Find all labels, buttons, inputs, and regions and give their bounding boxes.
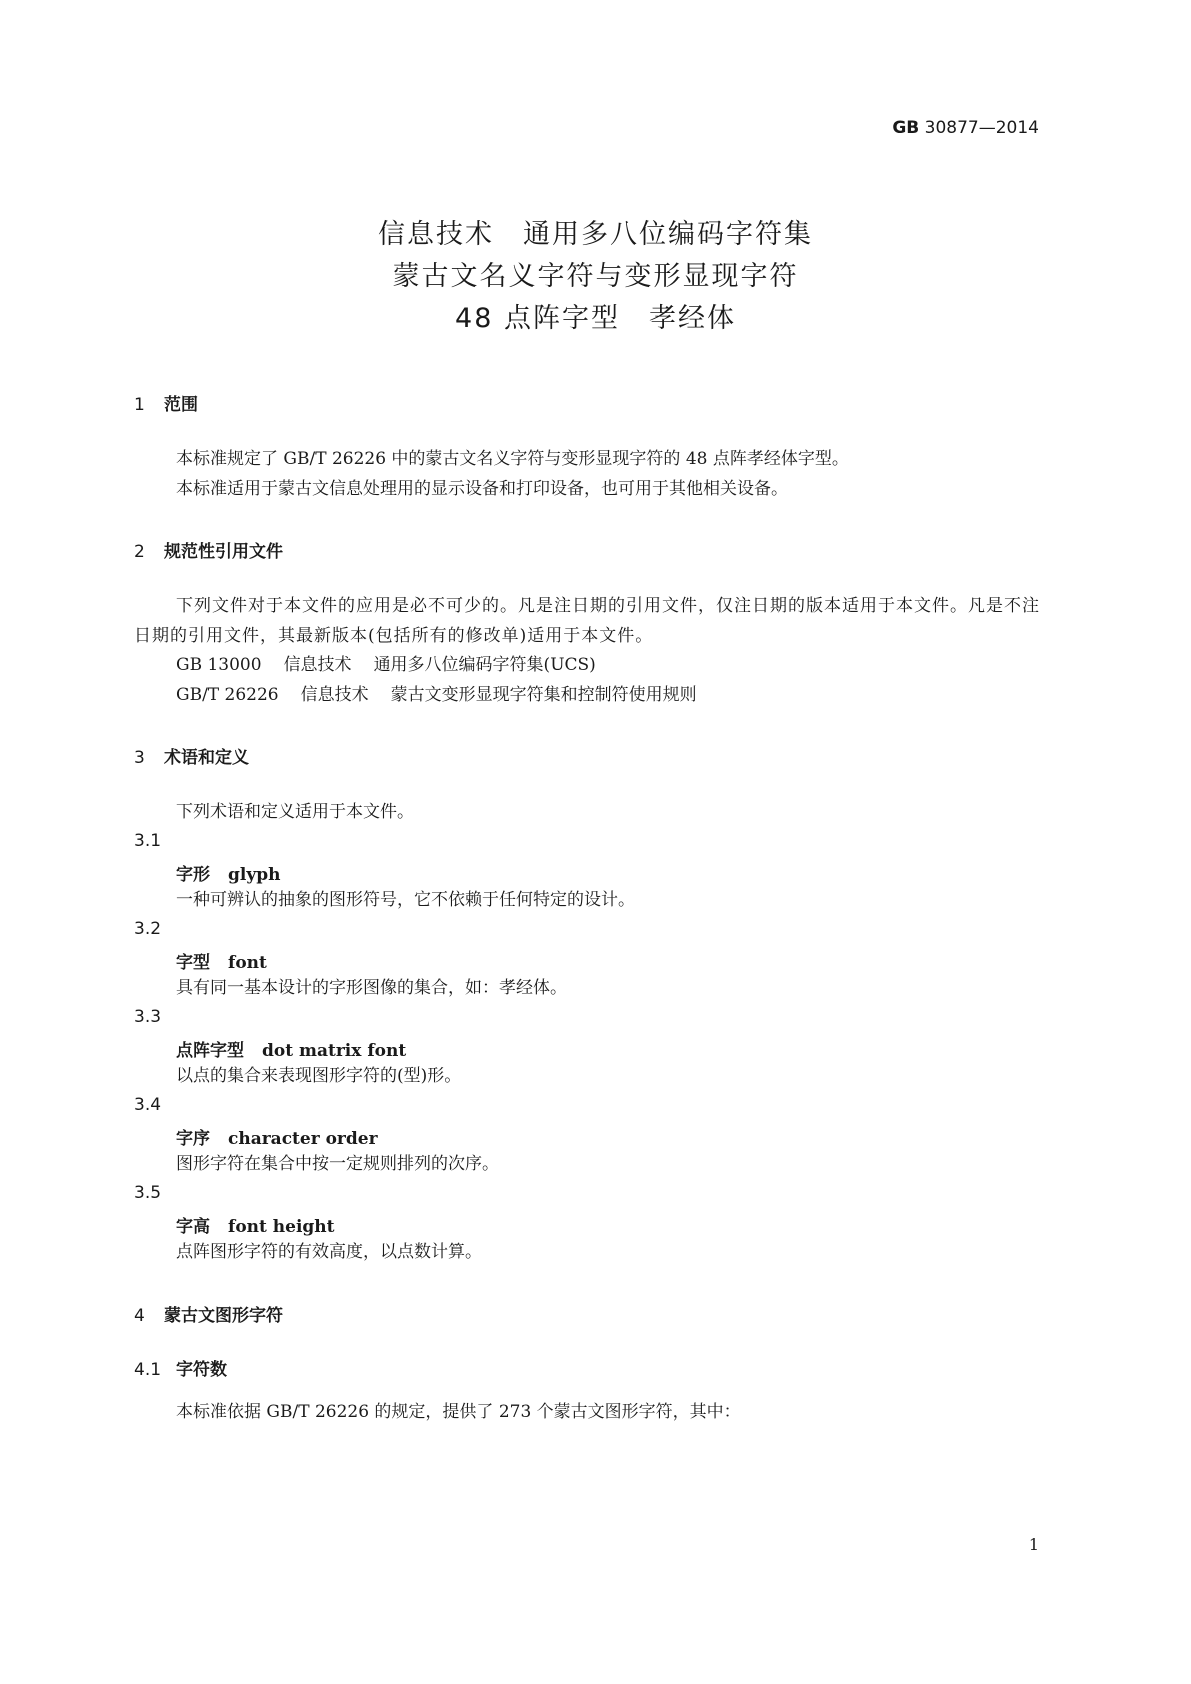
section-title: 术语和定义 [164, 748, 249, 768]
standard-number [892, 118, 1039, 138]
term-heading [176, 948, 267, 973]
reference-code: GB 13000 [176, 655, 262, 675]
title-line-3: 48 点阵字型 孝经体 [455, 303, 736, 334]
paragraph: 下列术语和定义适用于本文件。 [176, 802, 414, 822]
section-3-heading [134, 743, 249, 768]
term-en: dot matrix font [262, 1041, 407, 1061]
section-4-heading [134, 1301, 283, 1326]
term-en: font [228, 953, 267, 973]
term-heading [176, 1212, 335, 1237]
subsection-4-1-heading [134, 1355, 227, 1380]
term-number: 3.2 [134, 919, 162, 939]
reference-title-part: 信息技术 [283, 655, 352, 675]
standard-prefix: GB [892, 118, 920, 138]
section-title: 蒙古文图形字符 [164, 1306, 283, 1326]
reference-code: GB/T 26226 [176, 685, 279, 705]
term-number: 3.4 [134, 1095, 162, 1115]
section-number: 1 [134, 395, 145, 415]
term-zh: 字序 [176, 1129, 210, 1149]
subsection-number: 4.1 [134, 1360, 162, 1380]
term-number: 3.1 [134, 831, 162, 851]
term-number: 3.3 [134, 1007, 162, 1027]
paragraph: 本标准适用于蒙古文信息处理用的显示设备和打印设备，也可用于其他相关设备。 [176, 479, 788, 499]
title-line-1: 信息技术 通用多八位编码字符集 [378, 219, 813, 250]
term-en: glyph [228, 865, 281, 885]
paragraph: 下列文件对于本文件的应用是必不可少的。凡是注日期的引用文件，仅注日期的版本适用于本文件。凡是不注日期的引用文件，其最新版本(包括所有的修改单)适用于本文件。 [134, 596, 1040, 646]
normative-reference [176, 680, 697, 710]
term-heading [176, 1124, 378, 1149]
term-definition: 一种可辨认的抽象的图形符号，它不依赖于任何特定的设计。 [176, 890, 635, 910]
standard-code: 30877—2014 [924, 118, 1039, 138]
section-1-heading [134, 390, 198, 415]
term-heading [176, 1036, 406, 1061]
reference-title-part: 蒙古文变形显现字符集和控制符使用规则 [390, 685, 697, 705]
normative-reference [176, 650, 596, 680]
term-zh: 点阵字型 [176, 1041, 244, 1061]
term-zh: 字高 [176, 1217, 210, 1237]
page-number: 1 [1028, 1535, 1039, 1554]
term-heading [176, 860, 280, 885]
section-2-heading [134, 537, 283, 562]
section-number: 4 [134, 1306, 145, 1326]
section-title: 范围 [164, 395, 198, 415]
term-definition: 图形字符在集合中按一定规则排列的次序。 [176, 1154, 499, 1174]
term-definition: 以点的集合来表现图形字符的(型)形。 [176, 1066, 462, 1086]
term-definition: 具有同一基本设计的字形图像的集合，如：孝经体。 [176, 978, 567, 998]
reference-title-part: 信息技术 [300, 685, 369, 705]
term-number: 3.5 [134, 1183, 162, 1203]
paragraph: 本标准规定了 GB/T 26226 中的蒙古文名义字符与变形显现字符的 48 点阵孝经体字型。 [176, 449, 849, 469]
term-en: character order [228, 1129, 378, 1149]
subsection-title: 字符数 [176, 1360, 227, 1380]
section-number: 3 [134, 748, 145, 768]
paragraph: 本标准依据 GB/T 26226 的规定，提供了 273 个蒙古文图形字符，其中： [176, 1402, 741, 1422]
section-number: 2 [134, 542, 145, 562]
term-en: font height [228, 1217, 335, 1237]
term-zh: 字形 [176, 865, 210, 885]
term-definition: 点阵图形字符的有效高度，以点数计算。 [176, 1242, 482, 1262]
section-title: 规范性引用文件 [164, 542, 283, 562]
term-zh: 字型 [176, 953, 210, 973]
title-line-2: 蒙古文名义字符与变形显现字符 [392, 261, 799, 292]
reference-title-part: 通用多八位编码字符集(UCS) [373, 655, 596, 675]
